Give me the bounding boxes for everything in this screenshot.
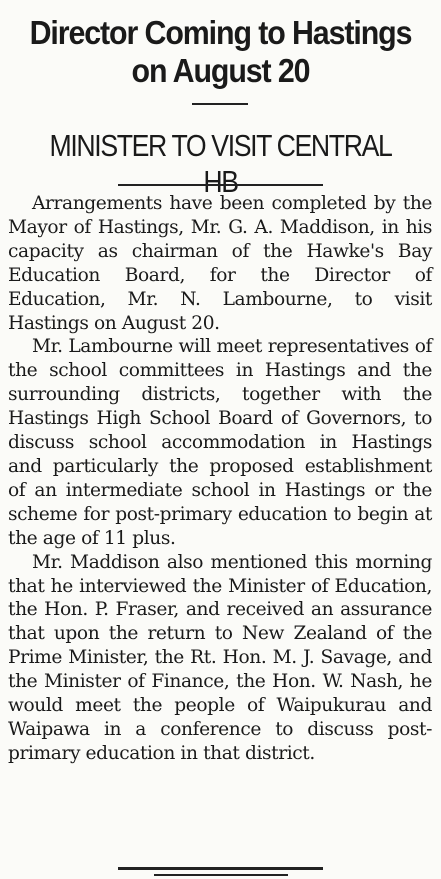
subheadline: MINISTER TO VISIT CENTRAL HB — [49, 128, 392, 199]
article-paragraph-3: Mr. Maddison also mentioned this morning that he interviewed the Minister of Education, the Hon. P. Fraser, and received an assurance that upon the return to New Zealand of the Prime Minister, the Rt. Hon. M. J. Savage, and the Minister of Finance, the Hon. W. Nash, he would meet the people of Waipukurau and Waipawa in a conference to discuss post-primary education in that district. — [8, 551, 432, 764]
article-body — [8, 192, 432, 766]
subheadline-divider — [118, 184, 323, 186]
headline — [18, 14, 424, 90]
headline-divider — [192, 103, 248, 105]
article-paragraph-1: Arrangements have been completed by the Mayor of Hastings, Mr. G. A. Maddison, in his capacity as chairman of the Hawke's Bay Education Board, for the Director of Education, Mr. N. Lambourne, to visit Hastings on August 20. — [8, 193, 432, 334]
end-rule-lower — [154, 874, 288, 876]
headline-line-2: on August 20 — [131, 52, 310, 89]
article-paragraph-2: Mr. Lambourne will meet representatives of the school committees in Hastings and the surrounding districts, together with the Hastings High School Board of Governors, to discuss school accommodation in Hastings and particularly the proposed establishment of an intermediate school in Hastings or the scheme for post-primary education to begin at the age of 11 plus. — [8, 336, 432, 549]
headline-line-1: Director Coming to Hastings — [29, 14, 412, 51]
end-rule-upper — [118, 867, 323, 870]
